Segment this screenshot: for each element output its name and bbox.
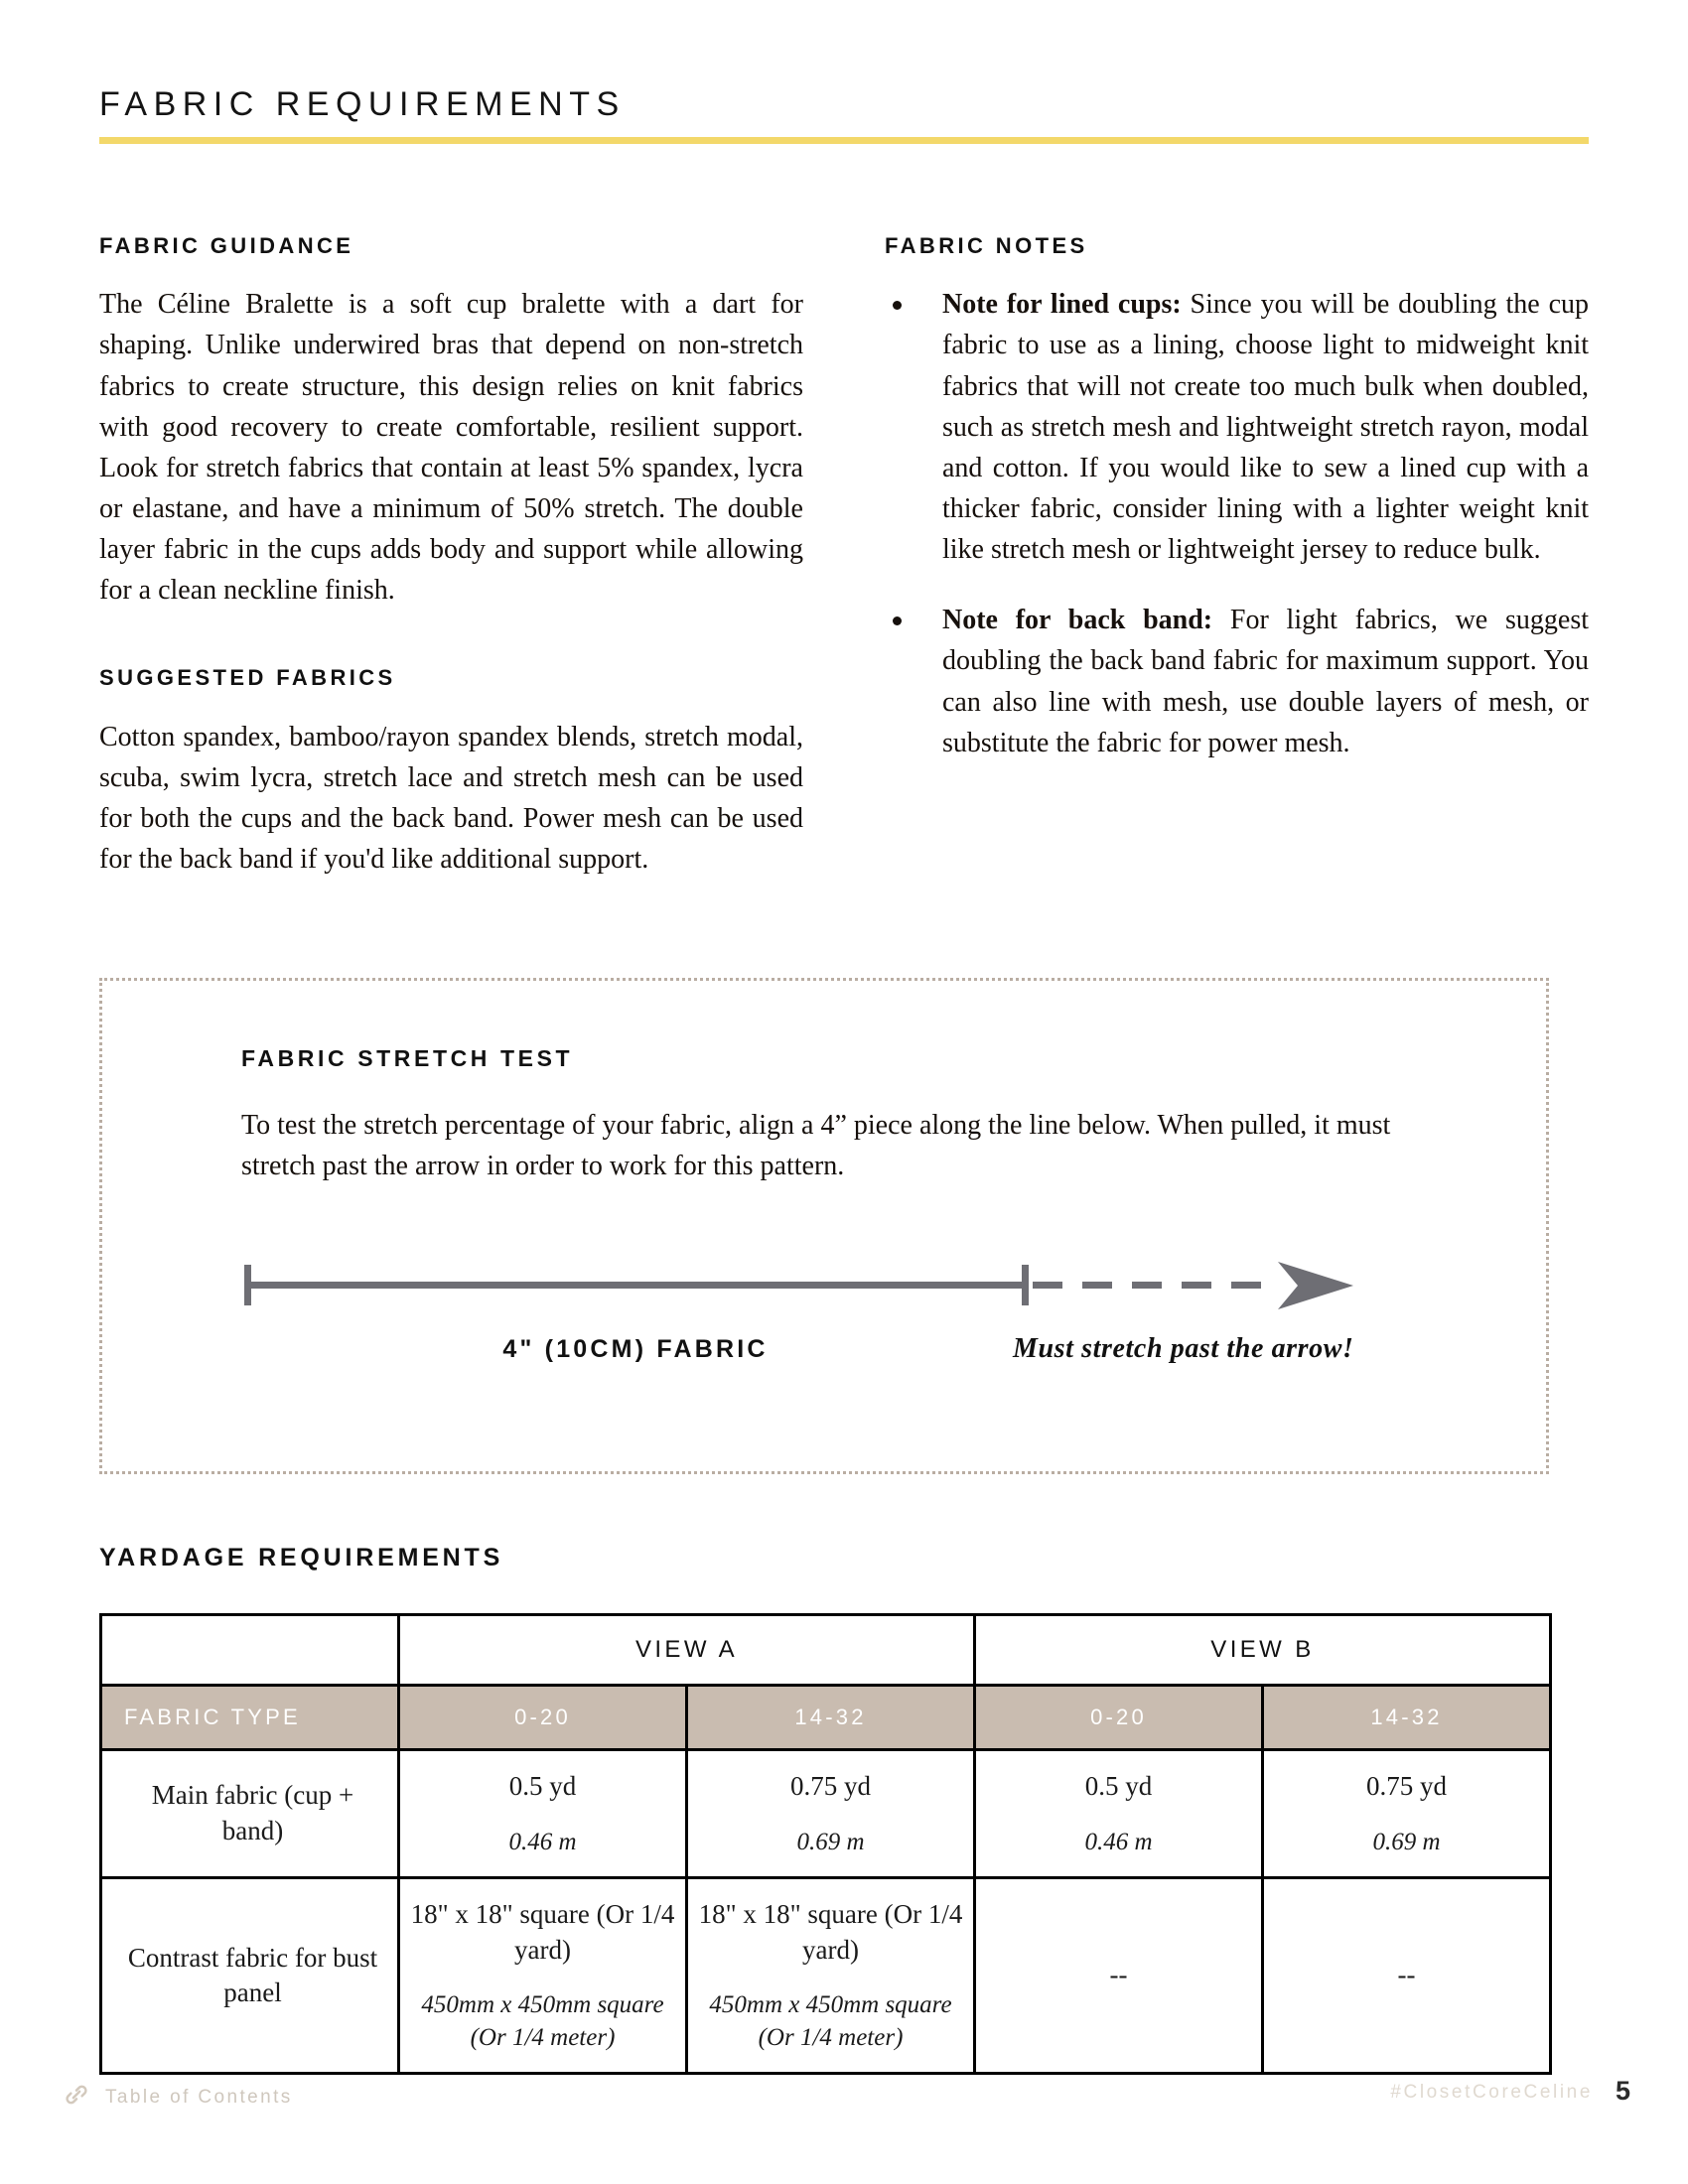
view-a-header: VIEW A (399, 1615, 975, 1686)
left-column (99, 234, 803, 880)
table-cell (975, 1750, 1263, 1878)
suggested-fabrics-text: Cotton spandex, bamboo/rayon spandex blends, stretch modal, scuba, swim lycra, stretch lace and stretch mesh can be used for both the cups and the back band. Power mesh can be used for the back band if you'd like additional support. (99, 721, 803, 876)
table-cell (687, 1750, 975, 1878)
fabric-stretch-test-box (99, 978, 1549, 1474)
page-footer (0, 2076, 1688, 2139)
size-header-b-small: 0-20 (975, 1686, 1263, 1750)
row-label-contrast-fabric: Contrast fabric for bust panel (101, 1878, 399, 2074)
suggested-fabrics-heading: SUGGESTED FABRICS (99, 665, 396, 691)
cell-metric-line1: 450mm x 450mm square (421, 1991, 664, 2019)
yardage-table (99, 1613, 1552, 2075)
yardage-requirements-heading: YARDAGE REQUIREMENTS (99, 1544, 504, 1571)
table-row (101, 1750, 1551, 1878)
table-of-contents-label: Table of Contents (105, 2086, 293, 2108)
cell-metric (408, 1989, 677, 2054)
cell-metric: 0.69 m (1372, 1828, 1441, 1855)
bullet-dot-icon (893, 301, 902, 310)
measure-dashed-line (1033, 1282, 1281, 1289)
fabric-type-header: FABRIC TYPE (101, 1686, 399, 1750)
cell-metric-line2: (Or 1/4 meter) (758, 2023, 904, 2051)
right-column (885, 234, 1589, 880)
table-row-view-headers (101, 1615, 1551, 1686)
table-cell: -- (975, 1878, 1263, 2074)
masthead (99, 87, 1589, 144)
measure-solid-line (247, 1282, 1027, 1289)
cell-metric: 0.46 m (1084, 1828, 1153, 1855)
cell-imperial: 0.5 yd (508, 1771, 577, 1801)
stretch-test-description: To test the stretch percentage of your fabric, align a 4” piece along the line below. When pulled, it must stretch past the arrow in order to work for this pattern. (241, 1110, 1391, 1181)
content-columns (99, 234, 1589, 880)
table-cell: -- (1263, 1878, 1551, 2074)
cell-imperial: 18" x 18" square (Or 1/4 yard) (698, 1899, 963, 1965)
note-body: For light fabrics, we suggest doubling the back band fabric for maximum support. You can also line with mesh, use double layers of mesh, or substitute the fabric for power mesh. (942, 605, 1589, 758)
cell-metric: 0.46 m (508, 1828, 577, 1855)
arrow-label: Must stretch past the arrow! (1013, 1333, 1354, 1364)
cell-metric (696, 1989, 965, 2054)
list-item (885, 284, 1589, 570)
fabric-guidance-text: The Céline Bralette is a soft cup bralette with a dart for shaping. Unlike underwired bras that depend on non-stretch fabrics to create structure, this design relies on knit fabrics with good recovery to create comfortable, resilient support. Look for stretch fabrics that contain at least 5% spandex, lycra or elastane, and have a minimum of 50% stretch. The double layer fabric in the cups adds body and support while allowing for a clean neckline finish. (99, 289, 803, 607)
stretch-test-heading: FABRIC STRETCH TEST (241, 1045, 574, 1071)
link-chain-icon (62, 2080, 91, 2115)
size-header-b-large: 14-32 (1263, 1686, 1551, 1750)
cell-imperial: 0.75 yd (1366, 1771, 1447, 1801)
note-body: Since you will be doubling the cup fabric to use as a lining, choose light to midweight knit fabrics that will not create too much bulk when doubled, such as stretch mesh and lightweight stretch rayon, modal and cotton. If you would like to sew a lined cup with a thicker fabric, consider lining with a lighter weight knit like stretch mesh or lightweight jersey to reduce bulk. (942, 289, 1589, 566)
table-cell (1263, 1750, 1551, 1878)
table-row (101, 1878, 1551, 2074)
view-b-header: VIEW B (975, 1615, 1551, 1686)
measure-end-cap-right (1022, 1265, 1029, 1305)
table-cell (399, 1750, 687, 1878)
cell-metric-line1: 450mm x 450mm square (709, 1991, 952, 2019)
table-cell (399, 1878, 687, 2074)
row-label-main-fabric: Main fabric (cup + band) (101, 1750, 399, 1878)
stretch-test-content (241, 1045, 1427, 1186)
size-header-a-large: 14-32 (687, 1686, 975, 1750)
note-lead-in: Note for lined cups: (942, 289, 1182, 321)
empty-corner-cell (101, 1615, 399, 1686)
stretch-measure-graphic (243, 1256, 1445, 1315)
fabric-notes-heading: FABRIC NOTES (885, 233, 1088, 258)
cell-metric-line2: (Or 1/4 meter) (470, 2023, 616, 2051)
fabric-guidance-heading: FABRIC GUIDANCE (99, 233, 354, 258)
cell-metric: 0.69 m (796, 1828, 865, 1855)
table-cell (687, 1878, 975, 2074)
arrow-head-icon (1276, 1260, 1355, 1316)
table-of-contents-link[interactable] (62, 2080, 293, 2115)
list-item (885, 600, 1589, 763)
size-header-a-small: 0-20 (399, 1686, 687, 1750)
bullet-dot-icon (893, 616, 902, 625)
cell-imperial: 0.5 yd (1084, 1771, 1153, 1801)
footer-hashtag: #ClosetCoreCeline (1390, 2082, 1593, 2103)
page-number: 5 (1615, 2076, 1630, 2106)
cell-imperial: 0.75 yd (790, 1771, 871, 1801)
page-title: FABRIC REQUIREMENTS (99, 85, 626, 123)
cell-imperial: 18" x 18" square (Or 1/4 yard) (410, 1899, 675, 1965)
measure-label: 4" (10CM) FABRIC (502, 1335, 769, 1363)
table-row-size-headers (101, 1686, 1551, 1750)
fabric-notes-list (885, 284, 1589, 763)
title-underline-rule (99, 137, 1589, 144)
note-lead-in: Note for back band: (942, 605, 1213, 636)
